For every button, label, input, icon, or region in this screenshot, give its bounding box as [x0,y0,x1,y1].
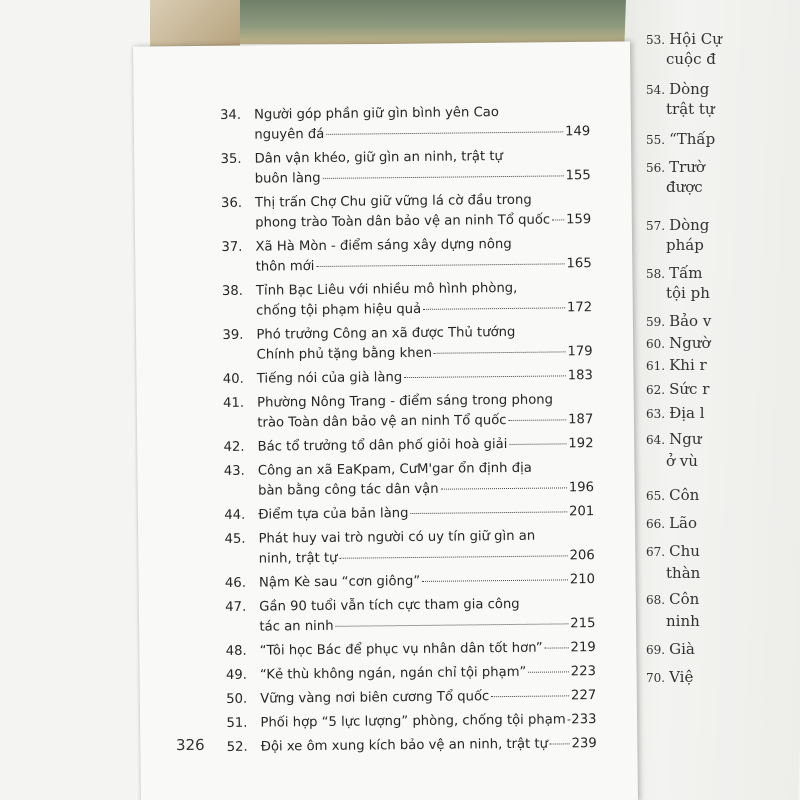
fragment-number: 63. [646,407,666,421]
toc-entry-page: 192 [568,436,594,452]
book-cover-edge [226,0,646,44]
fragment-text: Bảo v [669,312,712,330]
fragment-text: Ngườ [669,334,711,352]
fragment-text: Việ [669,668,694,686]
right-page-fragment [646,430,701,448]
fragment-text: Chu [669,542,700,560]
toc-entry-title: Dân vận khéo, giữ gìn an ninh, trật tự [254,149,503,167]
fragment-text: thàn [666,564,701,582]
right-page-fragment [646,380,709,398]
fragment-number: 69. [646,643,666,657]
toc-entry-page: 219 [570,640,596,656]
toc-entry-number: 45. [224,531,246,547]
right-page-fragment [646,334,711,352]
toc-entry [220,102,590,146]
toc-entry-number: 51. [226,715,248,731]
right-page-fragment [666,452,698,470]
toc-entry-title: Người góp phần giữ gìn bình yên Cao [254,105,499,123]
toc-entry [223,390,593,434]
right-page-fragment [646,590,699,608]
dot-leader [545,647,569,648]
fragment-text: Lão [669,514,698,532]
toc-entry-page: 183 [567,368,593,384]
toc-entry-number: 52. [226,739,248,755]
toc-entry-title: Tiếng nói của già làng [256,370,403,387]
toc-entry-page: 155 [565,168,591,184]
toc-entry-page: 215 [570,616,596,632]
right-page-fragment [646,158,705,176]
dot-leader [339,555,567,558]
toc-entry-page: 165 [566,256,592,272]
toc-entry-number: 46. [224,575,247,591]
toc-entry-title: phong trào Toàn dân bảo vệ an ninh Tổ quốc [255,212,551,231]
fragment-text: pháp [666,236,704,254]
fragment-text: cuộc đ [666,50,716,68]
dot-leader [336,623,569,626]
toc-entry [224,502,594,526]
toc-entry-number: 38. [221,283,244,299]
toc-entry-page: 233 [571,712,597,728]
fragment-text: Tấm [669,264,703,282]
toc-entry-page: 227 [570,688,597,704]
fragment-text: “Thấp [669,130,716,148]
toc-entry [223,366,593,390]
toc-entry-title: Xã Hà Mòn - điểm sáng xây dựng nông [255,236,512,255]
toc-entry-title: nguyên đá [254,126,325,143]
fragment-text: ở vù [666,452,698,470]
fragment-text: Dòng [669,80,710,98]
toc-entry [222,278,592,322]
right-page-fragment [646,264,703,282]
fragment-number: 53. [646,33,666,47]
toc-entry-title: “Kẻ thù không ngán, ngán chỉ tội phạm” [259,664,527,683]
fragment-text: tội ph [666,284,710,302]
fragment-number: 58. [646,267,666,281]
toc-entry-title: Bác tổ trưởng tổ dân phố giỏi hoà giải [257,437,508,455]
right-page-fragment [666,100,715,118]
fragment-number: 54. [646,83,666,97]
right-page-fragment [666,564,700,582]
right-page-fragment [666,50,716,68]
toc-entry-number: 37. [221,239,243,255]
toc-entry-title: buôn làng [254,170,321,187]
right-page-fragment [646,486,699,504]
toc-entry-number: 34. [220,107,242,123]
right-page-fragment [666,612,700,630]
dot-leader [491,695,569,697]
fragment-text: Sức r [669,380,710,398]
page-number: 326 [175,735,205,755]
toc-entry-number: 49. [225,667,248,683]
toc-entry [226,638,596,662]
fragment-number: 59. [646,315,666,329]
toc-entry-title: Phó trưởng Công an xã được Thủ tướng [256,324,516,343]
right-page-fragment [666,178,703,196]
toc-entry-title: Vững vàng nơi biên cương Tổ quốc [260,689,490,707]
dot-leader [326,131,563,134]
toc-entry-number: 44. [224,507,246,523]
toc-entry [222,322,592,366]
toc-entry-page: 196 [568,480,595,496]
toc-entry-title: trào Toàn dân bảo vệ an ninh Tổ quốc [257,413,507,431]
fragment-text: trật tự [666,100,715,118]
toc-entry [225,570,595,594]
dot-leader [434,351,565,353]
toc-entry-title: Phát huy vai trò người có uy tín giữ gìn an [258,528,536,547]
fragment-number: 65. [646,489,666,503]
dot-leader [550,743,570,744]
dot-leader [323,175,564,179]
toc-entry [225,594,595,638]
right-page-fragment [646,80,709,98]
toc-entry-number: 47. [225,599,247,615]
toc-entry-page: 159 [565,212,592,228]
toc-entry-number: 40. [222,371,244,387]
toc-entry-page: 223 [570,664,597,680]
toc-entry-page: 239 [571,736,597,752]
fragment-number: 61. [646,359,666,373]
toc-entry [221,190,591,234]
right-page-fragment [646,542,700,560]
fragment-text: Trườ [669,158,705,176]
toc-entry-title: tác an ninh [259,618,334,635]
toc-entry-page: 201 [569,504,595,520]
toc-entry [226,662,596,686]
toc-entry [227,734,597,758]
fragment-number: 67. [646,545,666,559]
right-page-fragment [646,514,697,532]
toc-entry-number: 39. [222,327,244,343]
toc-entry [224,458,594,502]
toc-entry-page: 149 [565,124,591,140]
fragment-text: Địa l [669,404,705,422]
right-page-fragment [646,356,707,374]
right-page-fragment [646,404,705,422]
toc-entry-title: Đội xe ôm xung kích bảo vệ an ninh, trật tự [260,736,549,755]
toc-entry-title: Phường Nông Trang - điểm sáng trong phong [257,392,554,411]
fragment-number: 66. [646,517,666,531]
fragment-text: Côn [669,486,700,504]
toc-entry [223,434,593,458]
toc-entry-title: Thị trấn Chợ Chu giữ vững lá cờ đầu trong [254,192,532,211]
toc-entry-title: Nậm Kè sau “cơn giông” [258,573,421,591]
dot-leader [509,443,566,445]
toc-entry-number: 42. [223,439,245,455]
toc-entry [224,526,594,570]
toc-entry [226,710,596,734]
fragment-text: Ngư [669,430,702,448]
toc-entry-page: 210 [569,572,596,588]
right-page-fragment [646,312,711,330]
fragment-text: ninh [666,612,700,630]
dot-leader [316,263,564,267]
fragment-number: 60. [646,337,666,351]
right-page-fragment [646,216,709,234]
toc-entry-title: Chính phủ tặng bằng khen [256,345,433,363]
dot-leader [422,579,568,582]
fragment-number: 56. [646,161,666,175]
toc-entry-title: Điểm tựa của bản làng [258,506,409,523]
toc-entry-title: Gần 90 tuổi vẫn tích cực tham gia công [259,596,520,615]
right-page-fragment [666,284,710,302]
fragment-text: Hội Cự [669,30,722,48]
fragment-number: 55. [646,133,666,147]
toc-entry-title: bàn bằng công tác dân vận [257,481,439,499]
dot-leader [404,375,566,378]
dot-leader [441,487,567,489]
right-page-fragment [646,640,695,658]
dot-leader [423,307,565,309]
fragment-text: được [666,178,703,196]
toc-entry-number: 48. [225,643,247,659]
fragment-text: Côn [669,590,700,608]
toc-entry-page: 172 [566,300,593,316]
fragment-number: 70. [646,671,666,685]
dot-leader [568,719,570,720]
toc-entry-title: “Tôi học Bác để phục vụ nhân dân tốt hơn” [259,640,543,659]
dot-leader [528,671,568,672]
toc-entry-page: 179 [567,344,593,360]
toc-entry-title: Công an xã EaKpam, CưM'gar ổn định địa [257,460,532,479]
toc-entry-title: Phối hợp “5 lực lượng” phòng, chống tội phạm [260,712,566,731]
dot-leader [509,419,567,421]
right-page-fragment [646,30,722,48]
right-page-fragment [646,130,715,148]
fragment-number: 57. [646,219,666,233]
toc-entry-number: 50. [226,691,248,707]
toc-entry-title: chống tội phạm hiệu quả [256,301,422,319]
toc-entry-number: 36. [220,195,243,211]
toc-entry-title: ninh, trật tự [258,550,338,567]
toc-entry-number: 35. [220,151,242,167]
dot-leader [410,511,567,514]
fragment-number: 68. [646,593,666,607]
fragment-text: Dòng [669,216,710,234]
toc-entry-page: 206 [569,548,595,564]
toc-entry-title: thôn mới [255,259,315,275]
toc-entry [221,234,591,278]
fragment-text: Khi r [669,356,707,374]
toc-entry-number: 43. [223,463,245,479]
fragment-number: 64. [646,433,666,447]
right-page-fragment [646,668,693,686]
toc-entry-title: Tỉnh Bạc Liêu với nhiều mô hình phòng, [255,280,518,299]
right-page-fragment [666,236,704,254]
toc-entry [226,686,596,710]
fragment-number: 62. [646,383,666,397]
toc-entry-page: 187 [568,412,594,428]
table-of-contents [220,102,597,762]
toc-entry-number: 41. [223,395,245,411]
dot-leader [552,219,564,220]
toc-entry [220,146,590,190]
fragment-text: Già [669,640,695,658]
